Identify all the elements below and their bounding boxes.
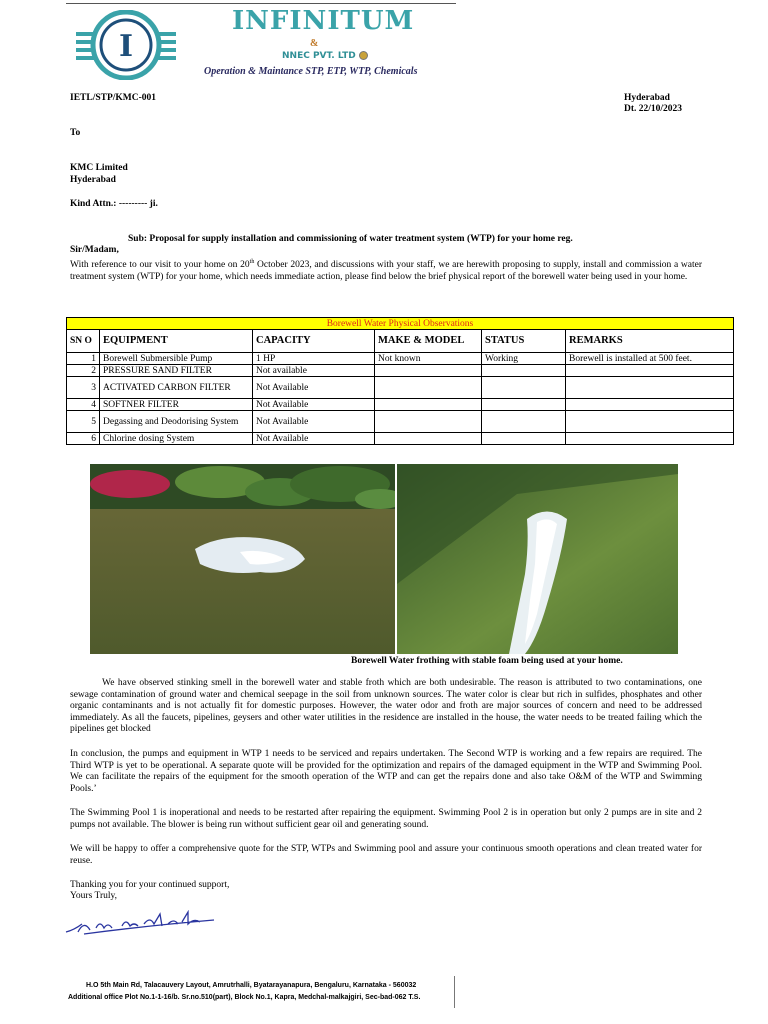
- table-row: [67, 365, 734, 377]
- cell-sno: 5: [67, 411, 100, 433]
- intro-paragraph: [70, 257, 702, 283]
- header-equipment: EQUIPMENT: [100, 330, 253, 353]
- froth-photo-lawn: [90, 464, 395, 654]
- cell-make: [375, 365, 482, 377]
- cell-sno: 3: [67, 377, 100, 399]
- cell-equipment: PRESSURE SAND FILTER: [100, 365, 253, 377]
- cell-status: [482, 411, 566, 433]
- closing-regards: Yours Truly,: [70, 891, 118, 901]
- cell-capacity: Not available: [253, 365, 375, 377]
- table-row: [67, 377, 734, 399]
- cell-status: [482, 433, 566, 445]
- cell-capacity: Not Available: [253, 399, 375, 411]
- cell-remarks: [566, 377, 734, 399]
- cell-capacity: Not Available: [253, 377, 375, 399]
- intro-superscript: th: [249, 259, 255, 265]
- salutation: Sir/Madam,: [70, 245, 119, 255]
- cell-make: [375, 377, 482, 399]
- cell-equipment: ACTIVATED CARBON FILTER: [100, 377, 253, 399]
- cell-equipment: Borewell Submersible Pump: [100, 353, 253, 365]
- quote-paragraph: We will be happy to offer a comprehensive quote for the STP, WTPs and Swimming pool and assure your continuous smooth operations and clean treated water for reuse.: [70, 844, 702, 866]
- cell-status: Working: [482, 353, 566, 365]
- cell-remarks: [566, 399, 734, 411]
- header-make-model: MAKE & MODEL: [375, 330, 482, 353]
- signature-icon: [64, 910, 224, 940]
- observations-table: [66, 317, 734, 445]
- company-logo-icon: [76, 10, 176, 80]
- cell-remarks: Borewell is installed at 500 feet.: [566, 353, 734, 365]
- header-sno: SN O: [67, 330, 100, 353]
- table-row: [67, 399, 734, 411]
- closing-thanks: Thanking you for your continued support,: [70, 880, 230, 890]
- company-name: INFINITUM: [232, 6, 415, 36]
- recipient-name: KMC Limited: [70, 163, 128, 173]
- footer-rule: [454, 976, 455, 1008]
- letter-city: Hyderabad: [624, 93, 670, 103]
- cell-make: Not known: [375, 353, 482, 365]
- svg-text:I: I: [118, 29, 134, 64]
- cell-status: [482, 399, 566, 411]
- cell-remarks: [566, 365, 734, 377]
- froth-photo-stream: [397, 464, 678, 654]
- table-row: [67, 411, 734, 433]
- header-status: STATUS: [482, 330, 566, 353]
- table-header-row: [67, 330, 734, 353]
- observation-paragraph: We have observed stinking smell in the borewell water and stable froth which are both undesirable. The reason is attributed to two contaminations, one sewage contamination of ground water and chemical seepage in the soil from unknown sources. The water color is clear but rich in sulfides, phosphates and other organic contaminants and is not actually fit for domestic purposes. However, the water odor and froth are major sources of concern and need to be addressed immediately. As all the faucets, pipelines, geysers and other water utilities in the residence are installed in the house, the water needs to be treated failing which the pipelines get blocked: [70, 678, 702, 735]
- footer-head-office: H.O 5th Main Rd, Talacauvery Layout, Amrutrhalli, Byatarayanapura, Bengaluru, Karnataka - 560032: [86, 982, 417, 989]
- cell-equipment: Degassing and Deodorising System: [100, 411, 253, 433]
- company-tagline: Operation & Maintance STP, ETP, WTP, Chemicals: [204, 66, 418, 77]
- cell-sno: 4: [67, 399, 100, 411]
- footer-additional-office: Additional office Plot No.1-1-16/b. Sr.no.510(part), Block No.1, Kapra, Medchal-malkajgiri, Sec-bad-062 T.S.: [68, 994, 421, 1001]
- cell-remarks: [566, 411, 734, 433]
- swimming-pool-paragraph: The Swimming Pool 1 is inoperational and needs to be restarted after repairing the equipment. Swimming Pool 2 is in operation but only 2 pumps are in site and 2 pumps not available. The blower is being run without sufficient gear oil and generating sound.: [70, 808, 702, 830]
- partner-name: [282, 51, 368, 61]
- header-remarks: REMARKS: [566, 330, 734, 353]
- cell-make: [375, 411, 482, 433]
- to-label: To: [70, 128, 81, 138]
- table-title: Borewell Water Physical Observations: [67, 318, 734, 330]
- cell-make: [375, 433, 482, 445]
- photo-caption: Borewell Water frothing with stable foam being used at your home.: [351, 656, 623, 666]
- cell-capacity: 1 HP: [253, 353, 375, 365]
- header-rule: [66, 3, 456, 4]
- cell-sno: 1: [67, 353, 100, 365]
- intro-text-end: October 2023, and discussions with your staff, we are herewith proposing to supply, install and commission a water treatment system (WTP) for your home, which needs immediate action, please find below the brief physical report of the borewell water being used in your home.: [70, 260, 703, 282]
- cell-make: [375, 399, 482, 411]
- intro-text-start: With reference to our visit to your home on 20: [70, 260, 250, 271]
- partner-name-text: NNEC PVT. LTD: [282, 51, 356, 61]
- conclusion-paragraph: In conclusion, the pumps and equipment in WTP 1 needs to be serviced and repairs undertaken. The Second WTP is working and a few repairs are required. The Third WTP is yet to be operational. A separate quote will be provided for the optimization and repairs of the damaged equipment in the WTP and Swimming Pool. We can facilitate the repairs of the equipment for the smooth operation of the WTP and can get the repairs done and also take O&M of the WTP and Swimming Pools.’: [70, 749, 702, 794]
- cell-equipment: SOFTNER FILTER: [100, 399, 253, 411]
- partner-mark-icon: [359, 51, 368, 60]
- cell-sno: 6: [67, 433, 100, 445]
- company-ampersand: &: [310, 38, 319, 49]
- cell-capacity: Not Available: [253, 433, 375, 445]
- table-row: [67, 353, 734, 365]
- kind-attention: Kind Attn.: --------- ji.: [70, 199, 158, 209]
- subject-line: Sub: Proposal for supply installation and commissioning of water treatment system (WTP) for your home reg.: [128, 234, 573, 244]
- cell-status: [482, 377, 566, 399]
- cell-equipment: Chlorine dosing System: [100, 433, 253, 445]
- reference-number: IETL/STP/KMC-001: [70, 93, 157, 103]
- recipient-city: Hyderabad: [70, 175, 116, 185]
- cell-status: [482, 365, 566, 377]
- cell-remarks: [566, 433, 734, 445]
- letter-date: Dt. 22/10/2023: [624, 104, 683, 114]
- cell-sno: 2: [67, 365, 100, 377]
- cell-capacity: Not Available: [253, 411, 375, 433]
- table-row: [67, 433, 734, 445]
- header-capacity: CAPACITY: [253, 330, 375, 353]
